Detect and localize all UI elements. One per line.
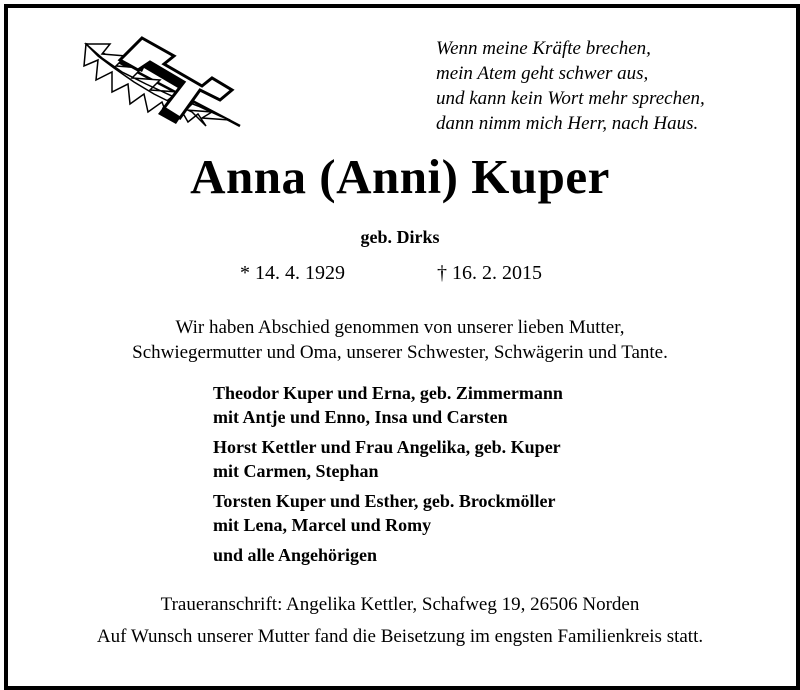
cross-icon — [120, 38, 232, 124]
poem-line: dann nimm mich Herr, nach Haus. — [436, 113, 699, 134]
poem — [436, 36, 705, 136]
mourner-line: Theodor Kuper und Erna, geb. Zimmermann — [213, 383, 563, 403]
birth-date: * 14. 4. 1929 — [240, 262, 345, 284]
intro-text — [0, 315, 800, 365]
deceased-name: Anna (Anni) Kuper — [190, 149, 610, 204]
maiden-name: geb. Dirks — [360, 227, 440, 247]
poem-line: mein Atem geht schwer aus, — [436, 63, 649, 84]
mourners-closing: und alle Angehörigen — [213, 545, 378, 565]
mourner-line: mit Carmen, Stephan — [213, 461, 379, 481]
poem-line: und kann kein Wort mehr sprechen, — [436, 88, 705, 109]
mourner-group — [213, 381, 563, 429]
poem-line: Wenn meine Kräfte brechen, — [436, 38, 651, 59]
funeral-note: Auf Wunsch unserer Mutter fand die Beisetzung im engsten Familienkreis statt. — [96, 626, 704, 647]
mourner-line: mit Antje und Enno, Insa und Carsten — [213, 407, 508, 427]
mourners-list — [213, 381, 563, 567]
mourner-line: Horst Kettler und Frau Angelika, geb. Kuper — [213, 437, 561, 457]
mourner-group — [213, 489, 563, 537]
mourning-address: Traueranschrift: Angelika Kettler, Schafweg 19, 26506 Norden — [160, 594, 640, 615]
mourner-group — [213, 435, 563, 483]
intro-line: Schwiegermutter und Oma, unserer Schwester, Schwägerin und Tante. — [132, 342, 668, 363]
mourner-line: Torsten Kuper und Esther, geb. Brockmöller — [213, 491, 556, 511]
death-date: † 16. 2. 2015 — [437, 262, 542, 284]
intro-line: Wir haben Abschied genommen von unserer lieben Mutter, — [175, 317, 625, 338]
mourner-line: mit Lena, Marcel und Romy — [213, 515, 432, 535]
palm-frond-and-cross-icon — [80, 34, 245, 134]
